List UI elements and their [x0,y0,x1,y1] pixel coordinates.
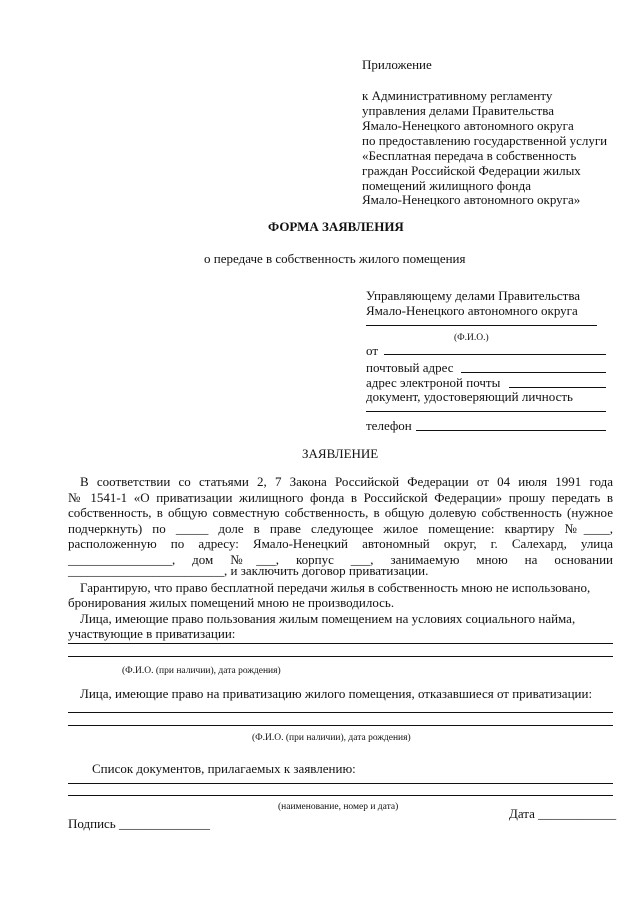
signature-field[interactable]: Подпись ______________ [68,816,210,831]
statement-paragraph-4: Лица, имеющие право на приватизацию жилого помещения, отказавшиеся от приватизации: [80,686,593,701]
form-title: ФОРМА ЗАЯВЛЕНИЯ [268,219,404,234]
postal-address-label: почтовый адрес [366,360,454,375]
appendix-title: Приложение [362,57,432,72]
statement-paragraph-3-end: участвующие в приватизации: [68,626,236,641]
fio-underline [366,325,597,326]
addressee-line1: Управляющему делами Правительства [366,288,581,303]
from-label: от [366,343,379,358]
statement-paragraph-1 [68,474,613,568]
statement-paragraph-2: Гарантирую, что право бесплатной передачи жилья в собственность мною не использовано, [80,580,591,595]
statement-paragraph-2-end: бронирования жилых помещений мною не производилось. [68,595,395,610]
statement-para1-line: ________________, дом №___, корпус ___, занимаемую мною на основании [68,551,613,567]
statement-para1-line: собственность, в общую совместную собственность, в общую долевую собственность (нужное [68,505,613,521]
statement-para1-line: В соответствии со статьями 2, 7 Закона Российской Федерации от 04 июля 1991 года [80,474,613,489]
appendix-line: граждан Российской Федерации жилых [362,163,581,178]
documents-field-2[interactable] [68,795,613,796]
appendix-line: Ямало-Ненецкого автономного округа» [362,192,581,207]
appendix-line: по предоставлению государственной услуги [362,133,608,148]
documents-field-1[interactable] [68,783,613,784]
participants-caption: (Ф.И.О. (при наличии), дата рождения) [122,666,281,676]
participants-field-1[interactable] [68,643,613,644]
appendix-line: «Бесплатная передача в собственность [362,148,577,163]
refused-persons-caption: (Ф.И.О. (при наличии), дата рождения) [252,733,411,743]
appendix-line: управления делами Правительства [362,103,554,118]
refused-persons-field-2[interactable] [68,725,613,726]
appendix-line: Ямало-Ненецкого автономного округа [362,118,574,133]
date-field[interactable]: Дата ____________ [509,806,617,821]
statement-para1-line: подчеркнуть) по _____ доле в праве следующее жилое помещение: квартиру №____, [68,520,613,536]
postal-address-field[interactable] [461,372,606,373]
form-subtitle: о передаче в собственность жилого помещения [204,251,466,266]
statement-para1-line: № 1541-1 «О приватизации жилищного фонда в Российской Федерации» прошу передать в [68,489,613,505]
email-label: адрес электроной почты [366,375,501,390]
refused-persons-field-1[interactable] [68,712,613,713]
statement-paragraph-3: Лица, имеющие право пользования жилым помещением на условиях социального найма, [80,611,576,626]
documents-caption: (наименование, номер и дата) [278,802,399,812]
from-field[interactable] [384,354,606,355]
phone-field[interactable] [416,430,606,431]
phone-label: телефон [366,418,412,433]
statement-title: ЗАЯВЛЕНИЕ [302,446,379,461]
documents-list-label: Список документов, прилагаемых к заявлению: [92,761,356,776]
addressee-line2: Ямало-Ненецкого автономного округа [366,303,578,318]
appendix-line: к Административному регламенту [362,88,553,103]
fio-caption: (Ф.И.О.) [454,333,489,343]
id-document-label: документ, удостоверяющий личность [366,389,573,404]
id-document-field[interactable] [366,411,606,412]
appendix-line: помещений жилищного фонда [362,178,531,193]
participants-field-2[interactable] [68,656,613,657]
statement-para1-line: расположенную по адресу: Ямало-Ненецкий автономный округ, г. Салехард, улица [68,536,613,552]
statement-para1-last: ________________________, и заключить договор приватизации. [68,563,429,578]
email-field[interactable] [509,387,606,388]
